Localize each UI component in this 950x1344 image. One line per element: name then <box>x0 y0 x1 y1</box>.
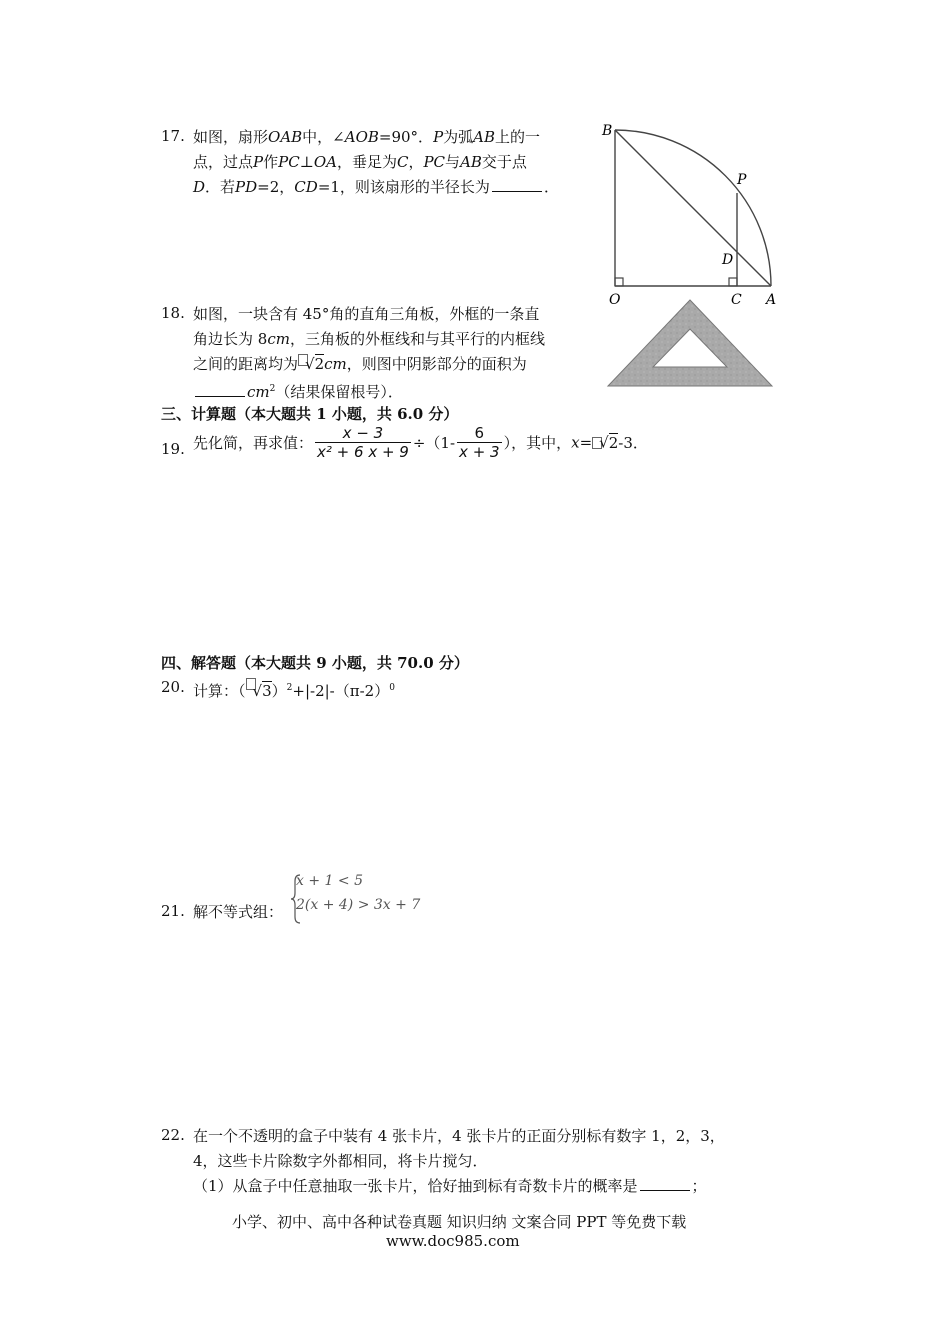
q22-line2: 4，这些卡片除数字外都相同，将卡片搅匀． <box>193 1152 488 1170</box>
q17-line2 <box>193 152 527 172</box>
text: OAB <box>268 128 303 146</box>
q18-line4 <box>193 379 403 402</box>
text: P <box>253 153 264 171</box>
fraction-2 <box>457 424 502 461</box>
q22-line3 <box>193 1176 707 1196</box>
text: D <box>193 178 206 196</box>
sqrt-sign: √ <box>305 355 315 373</box>
footer-url[interactable]: www.doc985.com <box>386 1232 520 1250</box>
q18-line3 <box>193 354 527 374</box>
text: ． <box>543 178 559 196</box>
text: = <box>579 433 593 452</box>
text: 2 <box>286 683 293 693</box>
text: ，垂足为 <box>336 153 397 171</box>
q17-number: 17. <box>161 127 185 145</box>
label-c: C <box>731 292 742 308</box>
text: ），其中， <box>503 434 572 452</box>
text: cm <box>324 355 347 373</box>
text: 作 <box>263 153 279 171</box>
label-b: B <box>602 123 613 139</box>
text: C <box>396 153 409 171</box>
text: ，则图中阴影部分的面积为 <box>346 355 527 373</box>
answer-blank <box>492 177 542 192</box>
text: 上的一 <box>495 128 541 146</box>
text: =90°． <box>378 128 434 146</box>
text: =1，则该扇形的半径长为 <box>317 178 490 196</box>
section-4-heading: 四、解答题（本大题共 9 小题，共 70.0 分） <box>161 654 469 672</box>
text: ，三角板的外框线和与其平行的内框线 <box>289 330 545 348</box>
inequality-1: x + 1 < 5 <box>296 873 363 889</box>
answer-blank <box>195 382 245 397</box>
q17-line3 <box>193 177 559 197</box>
q21-text: 解不等式组： <box>193 903 284 921</box>
text: PC <box>278 153 300 171</box>
sqrt-sign: √ <box>252 682 263 700</box>
text: 计算：（ <box>193 682 246 700</box>
inequality-system <box>296 873 420 921</box>
text: 0 <box>389 683 395 693</box>
text: AB <box>473 128 496 146</box>
q21-number: 21. <box>161 902 185 920</box>
q20-number: 20. <box>161 678 185 696</box>
text: ．若 <box>205 178 236 196</box>
answer-blank <box>640 1176 690 1191</box>
q19-number: 19. <box>161 440 185 458</box>
text: 交于点 <box>481 153 527 171</box>
sector-figure <box>596 118 778 308</box>
q18-number: 18. <box>161 304 185 322</box>
text: 中，∠ <box>302 128 345 146</box>
section-3-heading: 三、计算题（本大题共 1 小题，共 6.0 分） <box>161 405 459 423</box>
text: 2 <box>314 355 325 373</box>
text: 先化简，再求值： <box>193 434 314 452</box>
text: 与 <box>445 153 461 171</box>
text: ÷（1- <box>412 434 456 452</box>
text: （结果保留根号）． <box>275 383 403 401</box>
denominator: x + 3 <box>459 443 500 461</box>
text: -3． <box>618 434 648 452</box>
label-d: D <box>722 252 734 268</box>
label-p: P <box>737 172 747 188</box>
text: ⊥ <box>299 153 314 171</box>
denominator: x² + 6 x + 9 <box>317 443 409 461</box>
text: CD <box>294 178 318 196</box>
text: ； <box>691 1177 707 1195</box>
text: ） <box>271 682 287 700</box>
chord-ab <box>615 130 771 286</box>
q19-expression <box>193 424 648 461</box>
text: =2， <box>257 178 295 196</box>
footer-line1: 小学、初中、高中各种试卷真题 知识归纳 文案合同 PPT 等免费下载 <box>232 1213 687 1231</box>
text: AB <box>460 153 482 171</box>
label-o: O <box>609 292 621 308</box>
text: cm <box>267 330 290 348</box>
text: 之间的距离均为 <box>193 355 299 373</box>
text: x <box>571 433 580 452</box>
triangle-ruler-figure <box>604 296 776 390</box>
text: 点，过点 <box>193 153 254 171</box>
label-a: A <box>766 292 777 308</box>
text: 2 <box>269 384 276 394</box>
text: P <box>433 128 444 146</box>
right-angle-mark-o <box>615 278 623 286</box>
text: 如图，扇形 <box>193 128 269 146</box>
text: cm <box>247 383 270 401</box>
q18-line2 <box>193 329 545 349</box>
q17-line1 <box>193 127 540 147</box>
sqrt-sign: √ <box>599 433 609 452</box>
text: ， <box>408 153 424 171</box>
q18-line1: 如图，一块含有 45°角的直角三角板，外框的一条直 <box>193 305 540 323</box>
right-angle-mark-c <box>729 278 737 286</box>
text: AOB <box>344 128 379 146</box>
q22-number: 22. <box>161 1126 185 1144</box>
text: PC <box>423 153 446 171</box>
numerator: x − 3 <box>342 424 384 442</box>
text: 角边长为 8 <box>193 330 268 348</box>
q20-expression <box>193 678 395 701</box>
shaded-frame <box>608 300 772 386</box>
text: 2 <box>608 433 619 452</box>
q22-line1: 在一个不透明的盒子中装有 4 张卡片，4 张卡片的正面分别标有数字 1，2，3， <box>193 1127 725 1145</box>
fraction-1 <box>315 424 411 461</box>
inequality-2: 2(x + 4) > 3x + 7 <box>296 897 421 913</box>
text: OA <box>313 153 337 171</box>
text: PD <box>235 178 258 196</box>
numerator: 6 <box>474 424 485 442</box>
text: 3 <box>262 682 272 700</box>
text: 为弧 <box>443 128 474 146</box>
text: +|-2|-（π-2） <box>292 682 390 700</box>
text: （1）从盒子中任意抽取一张卡片，恰好抽到标有奇数卡片的概率是 <box>193 1177 638 1195</box>
